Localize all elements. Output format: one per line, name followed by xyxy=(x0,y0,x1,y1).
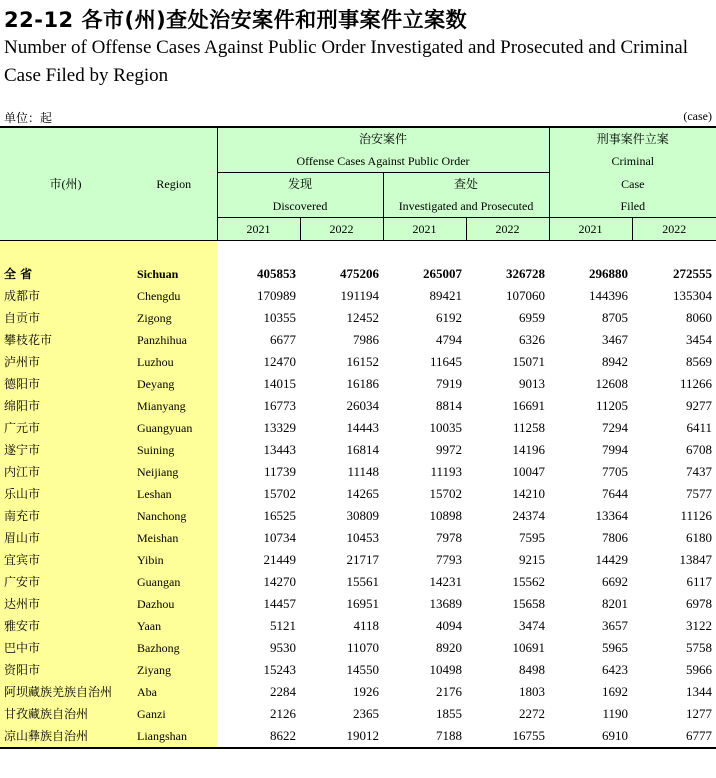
value-cell: 7595 xyxy=(519,530,546,545)
value-cell: 24374 xyxy=(512,508,546,523)
header-region-en: Region xyxy=(131,127,217,241)
region-name-cn: 达州市 xyxy=(0,593,131,615)
value-cell: 11205 xyxy=(595,398,629,413)
unit-label-cn: 单位：起 xyxy=(4,111,53,125)
value-cell: 6677 xyxy=(270,332,296,347)
value-cell: 7188 xyxy=(383,725,466,748)
value-cell: 14210 xyxy=(512,486,546,501)
region-name-en: Panzhihua xyxy=(131,329,217,351)
value-cell: 14457 xyxy=(263,596,296,611)
value-cell: 191194 xyxy=(340,288,379,303)
value-cell: 14443 xyxy=(346,420,379,435)
value-cell: 1344 xyxy=(686,684,713,699)
value-cell: 1277 xyxy=(686,706,713,721)
value-cell: 9530 xyxy=(270,640,296,655)
table-row xyxy=(0,549,716,571)
value-cell: 14196 xyxy=(512,442,546,457)
value-cell: 475206 xyxy=(340,266,379,281)
header-year: 2021 xyxy=(549,218,632,241)
region-name-en: Ziyang xyxy=(131,659,217,681)
value-cell: 16773 xyxy=(263,398,296,413)
value-cell: 1803 xyxy=(519,684,546,699)
value-cell: 14550 xyxy=(346,662,379,677)
value-cell: 7986 xyxy=(353,332,379,347)
table-row xyxy=(0,703,716,725)
value-cell: 296880 xyxy=(589,266,629,281)
region-name-en: Mianyang xyxy=(131,395,217,417)
value-cell: 15702 xyxy=(263,486,296,501)
value-cell: 14270 xyxy=(263,574,296,589)
value-cell: 15243 xyxy=(263,662,296,677)
region-name-en: Chengdu xyxy=(131,285,217,307)
header-year: 2021 xyxy=(217,218,300,241)
value-cell: 89421 xyxy=(429,288,462,303)
table-row xyxy=(0,307,716,329)
value-cell: 10498 xyxy=(429,662,462,677)
unit-label-en: (case) xyxy=(683,109,712,123)
value-cell: 7919 xyxy=(436,376,462,391)
header-year: 2022 xyxy=(300,218,383,241)
value-cell: 6180 xyxy=(686,530,713,545)
value-cell: 3467 xyxy=(602,332,629,347)
value-cell: 26034 xyxy=(346,398,379,413)
table-row xyxy=(0,439,716,461)
region-name-cn: 巴中市 xyxy=(0,637,131,659)
table-row xyxy=(0,615,716,637)
value-cell: 11126 xyxy=(680,508,713,523)
value-cell: 19012 xyxy=(300,725,383,748)
region-name-cn: 资阳市 xyxy=(0,659,131,681)
region-name-en: Liangshan xyxy=(131,725,217,748)
region-name-cn: 宜宾市 xyxy=(0,549,131,571)
value-cell: 3657 xyxy=(602,618,629,633)
region-name-cn: 绵阳市 xyxy=(0,395,131,417)
value-cell: 272555 xyxy=(673,266,713,281)
value-cell: 10047 xyxy=(512,464,546,479)
header-year: 2022 xyxy=(632,218,716,241)
value-cell: 6692 xyxy=(602,574,629,589)
value-cell: 21717 xyxy=(346,552,379,567)
value-cell: 7437 xyxy=(686,464,713,479)
value-cell: 8942 xyxy=(602,354,629,369)
value-cell: 15702 xyxy=(429,486,462,501)
header-city-cn: 市(州) xyxy=(0,127,131,241)
region-name-en: Yaan xyxy=(131,615,217,637)
region-name-cn: 甘孜藏族自治州 xyxy=(0,703,131,725)
region-name-en: Neijiang xyxy=(131,461,217,483)
table-row xyxy=(0,527,716,549)
header-criminal-en-3: Filed xyxy=(549,195,716,218)
value-cell: 10035 xyxy=(429,420,462,435)
value-cell: 5965 xyxy=(602,640,629,655)
value-cell: 14265 xyxy=(346,486,379,501)
value-cell: 2272 xyxy=(519,706,546,721)
table-row xyxy=(0,351,716,373)
region-name-cn: 乐山市 xyxy=(0,483,131,505)
region-name-cn: 成都市 xyxy=(0,285,131,307)
value-cell: 326728 xyxy=(506,266,546,281)
value-cell: 11266 xyxy=(680,376,713,391)
value-cell: 9972 xyxy=(436,442,462,457)
region-name-en: Aba xyxy=(131,681,217,703)
table-row xyxy=(0,461,716,483)
value-cell: 3474 xyxy=(519,618,546,633)
value-cell: 405853 xyxy=(257,266,296,281)
table-body xyxy=(0,241,716,749)
header-investigated-cn: 查处 xyxy=(383,173,549,196)
value-cell: 12470 xyxy=(263,354,296,369)
region-name-cn: 眉山市 xyxy=(0,527,131,549)
table-title-cn xyxy=(4,4,467,34)
header-criminal-cn: 刑事案件立案 xyxy=(549,127,716,150)
value-cell: 144396 xyxy=(589,288,629,303)
region-name-en: Yibin xyxy=(131,549,217,571)
region-name-en: Guangan xyxy=(131,571,217,593)
value-cell: 4794 xyxy=(436,332,462,347)
region-name-en: Nanchong xyxy=(131,505,217,527)
value-cell: 2176 xyxy=(436,684,462,699)
value-cell: 11645 xyxy=(429,354,462,369)
value-cell: 3122 xyxy=(686,618,713,633)
data-table xyxy=(0,126,716,749)
region-name-cn: 德阳市 xyxy=(0,373,131,395)
value-cell: 30809 xyxy=(346,508,379,523)
region-name-en: Leshan xyxy=(131,483,217,505)
table-row xyxy=(0,571,716,593)
value-cell: 13329 xyxy=(263,420,296,435)
value-cell: 13689 xyxy=(429,596,462,611)
value-cell: 16951 xyxy=(346,596,379,611)
region-name-en: Bazhong xyxy=(131,637,217,659)
value-cell: 107060 xyxy=(506,288,546,303)
header-discovered-en: Discovered xyxy=(217,195,383,218)
value-cell: 10691 xyxy=(512,640,546,655)
value-cell: 6423 xyxy=(602,662,629,677)
value-cell: 14429 xyxy=(595,552,629,567)
header-public-order-cn: 治安案件 xyxy=(217,127,549,150)
value-cell: 6978 xyxy=(686,596,713,611)
value-cell: 11739 xyxy=(263,464,296,479)
value-cell: 13364 xyxy=(595,508,629,523)
value-cell: 170989 xyxy=(257,288,296,303)
value-cell: 15658 xyxy=(512,596,546,611)
value-cell: 15562 xyxy=(512,574,546,589)
region-name-cn: 广元市 xyxy=(0,417,131,439)
value-cell: 1692 xyxy=(602,684,629,699)
value-cell: 6117 xyxy=(686,574,713,589)
value-cell: 8705 xyxy=(602,310,629,325)
table-row xyxy=(0,395,716,417)
value-cell: 14015 xyxy=(263,376,296,391)
value-cell: 11193 xyxy=(430,464,462,479)
table-row-total xyxy=(0,263,716,285)
table-row xyxy=(0,373,716,395)
value-cell: 9277 xyxy=(686,398,713,413)
region-name-en: Ganzi xyxy=(131,703,217,725)
value-cell: 4094 xyxy=(436,618,462,633)
value-cell: 8201 xyxy=(602,596,629,611)
header-year: 2021 xyxy=(383,218,466,241)
value-cell: 2126 xyxy=(270,706,296,721)
value-cell: 10453 xyxy=(346,530,379,545)
header-investigated-en: Investigated and Prosecuted xyxy=(383,195,549,218)
value-cell: 6411 xyxy=(686,420,713,435)
value-cell: 8498 xyxy=(519,662,546,677)
value-cell: 13847 xyxy=(679,552,713,567)
region-name-en: Sichuan xyxy=(131,263,217,285)
value-cell: 7793 xyxy=(436,552,462,567)
value-cell: 21449 xyxy=(263,552,296,567)
header-criminal-en-1: Criminal xyxy=(549,150,716,173)
table-row xyxy=(0,417,716,439)
table-row xyxy=(0,637,716,659)
table-row xyxy=(0,505,716,527)
region-name-cn: 阿坝藏族羌族自治州 xyxy=(0,681,131,703)
value-cell: 6708 xyxy=(686,442,713,457)
spacer-row xyxy=(0,241,716,264)
value-cell: 6192 xyxy=(436,310,462,325)
table-row xyxy=(0,681,716,703)
value-cell: 5121 xyxy=(270,618,296,633)
value-cell: 12608 xyxy=(595,376,629,391)
value-cell: 6959 xyxy=(519,310,546,325)
value-cell: 8060 xyxy=(686,310,713,325)
table-row xyxy=(0,285,716,307)
value-cell: 7978 xyxy=(436,530,462,545)
value-cell: 7705 xyxy=(602,464,629,479)
region-name-cn: 内江市 xyxy=(0,461,131,483)
value-cell: 8814 xyxy=(436,398,462,413)
value-cell: 1190 xyxy=(602,706,629,721)
value-cell: 13443 xyxy=(263,442,296,457)
region-name-en: Dazhou xyxy=(131,593,217,615)
value-cell: 8920 xyxy=(436,640,462,655)
value-cell: 15561 xyxy=(346,574,379,589)
table-row xyxy=(0,725,716,748)
region-name-cn: 南充市 xyxy=(0,505,131,527)
value-cell: 6910 xyxy=(549,725,632,748)
header-public-order-en: Offense Cases Against Public Order xyxy=(217,150,549,173)
region-name-cn: 全 省 xyxy=(0,263,131,285)
header-discovered-cn: 发现 xyxy=(217,173,383,196)
value-cell: 16186 xyxy=(346,376,379,391)
value-cell: 15071 xyxy=(512,354,546,369)
value-cell: 7994 xyxy=(602,442,629,457)
value-cell: 135304 xyxy=(673,288,713,303)
value-cell: 2365 xyxy=(353,706,379,721)
region-name-cn: 凉山彝族自治州 xyxy=(0,725,131,748)
value-cell: 7294 xyxy=(602,420,629,435)
value-cell: 10734 xyxy=(263,530,296,545)
value-cell: 6326 xyxy=(519,332,546,347)
value-cell: 7644 xyxy=(602,486,629,501)
table-number: 22-12 xyxy=(4,8,74,32)
table-row xyxy=(0,329,716,351)
table-row xyxy=(0,593,716,615)
value-cell: 5966 xyxy=(686,662,713,677)
region-name-cn: 泸州市 xyxy=(0,351,131,373)
value-cell: 11070 xyxy=(346,640,379,655)
value-cell: 6777 xyxy=(632,725,716,748)
value-cell: 10898 xyxy=(429,508,462,523)
value-cell: 3454 xyxy=(686,332,713,347)
region-name-en: Meishan xyxy=(131,527,217,549)
value-cell: 11258 xyxy=(512,420,546,435)
region-name-en: Suining xyxy=(131,439,217,461)
table-title-en: Number of Offense Cases Against Public Order Investigated and Prosecuted and Criminal Case Filed by Region xyxy=(4,37,689,86)
region-name-cn: 攀枝花市 xyxy=(0,329,131,351)
title-cn-text: 各市(州)查处治安案件和刑事案件立案数 xyxy=(81,8,468,32)
value-cell: 12452 xyxy=(346,310,379,325)
region-name-en: Deyang xyxy=(131,373,217,395)
value-cell: 7806 xyxy=(602,530,629,545)
region-name-cn: 自贡市 xyxy=(0,307,131,329)
value-cell: 265007 xyxy=(423,266,462,281)
value-cell: 11148 xyxy=(347,464,379,479)
value-cell: 1855 xyxy=(436,706,462,721)
header-criminal-en-2: Case xyxy=(549,173,716,196)
value-cell: 8622 xyxy=(217,725,300,748)
value-cell: 2284 xyxy=(270,684,296,699)
value-cell: 16814 xyxy=(346,442,379,457)
value-cell: 14231 xyxy=(429,574,462,589)
value-cell: 16755 xyxy=(466,725,549,748)
value-cell: 9215 xyxy=(519,552,546,567)
region-name-en: Zigong xyxy=(131,307,217,329)
value-cell: 4118 xyxy=(353,618,379,633)
region-name-cn: 遂宁市 xyxy=(0,439,131,461)
header-year: 2022 xyxy=(466,218,549,241)
region-name-cn: 广安市 xyxy=(0,571,131,593)
region-name-en: Luzhou xyxy=(131,351,217,373)
value-cell: 1926 xyxy=(353,684,379,699)
region-name-en: Guangyuan xyxy=(131,417,217,439)
value-cell: 16691 xyxy=(512,398,546,413)
value-cell: 16152 xyxy=(346,354,379,369)
table-row xyxy=(0,659,716,681)
table-row xyxy=(0,483,716,505)
value-cell: 10355 xyxy=(263,310,296,325)
region-name-cn: 雅安市 xyxy=(0,615,131,637)
value-cell: 7577 xyxy=(686,486,713,501)
value-cell: 8569 xyxy=(686,354,713,369)
value-cell: 9013 xyxy=(519,376,546,391)
value-cell: 16525 xyxy=(263,508,296,523)
value-cell: 5758 xyxy=(686,640,713,655)
